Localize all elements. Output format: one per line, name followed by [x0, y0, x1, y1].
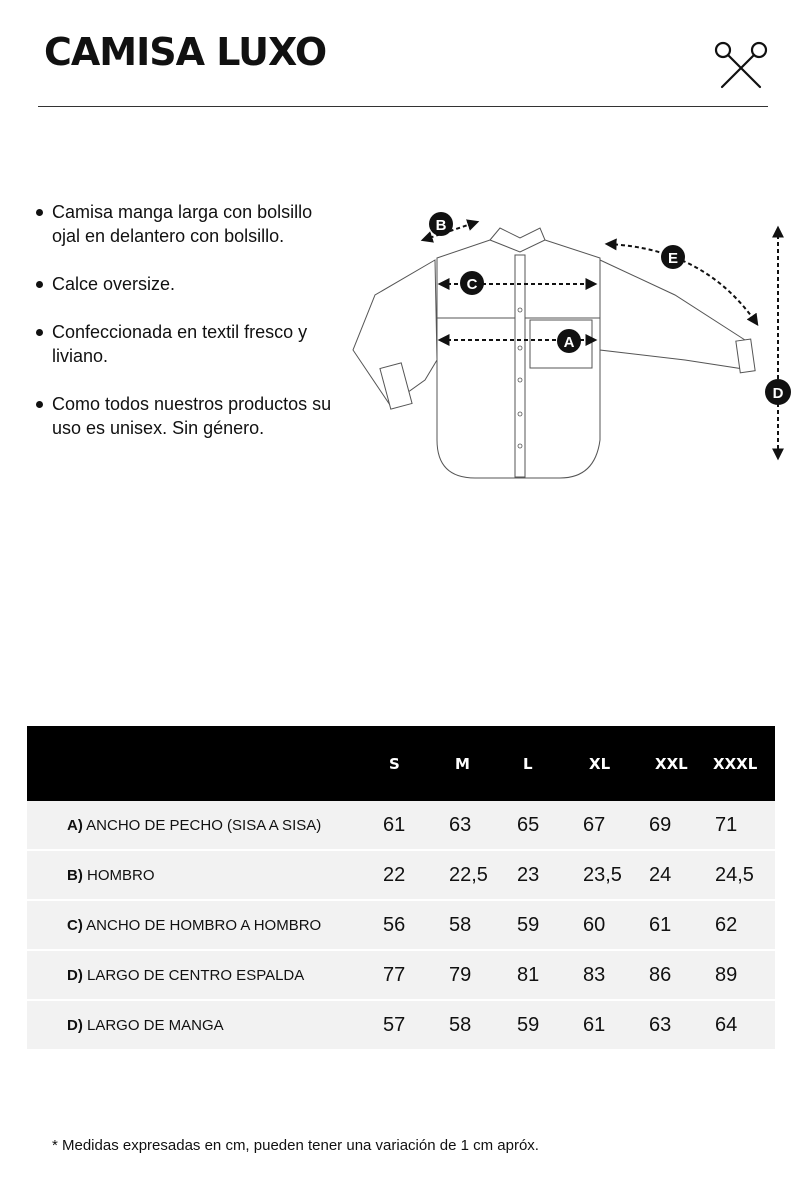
table-cell: 86 — [641, 950, 701, 1000]
table-cell: 61 — [377, 801, 443, 850]
bullet-icon — [36, 329, 43, 336]
table-cell: 81 — [509, 950, 575, 1000]
bullet-icon — [36, 281, 43, 288]
svg-text:D: D — [772, 385, 784, 402]
table-cell: 67 — [575, 801, 641, 850]
marker-e — [661, 245, 685, 269]
table-cell: 63 — [443, 801, 509, 850]
table-cell: 69 — [641, 801, 701, 850]
table-cell: 22 — [377, 850, 443, 900]
table-cell: 77 — [377, 950, 443, 1000]
table-cell: 24,5 — [701, 850, 775, 900]
size-header-l: L — [509, 726, 575, 801]
feature-item: Como todos nuestros productos su uso es unisex. Sin género. — [36, 392, 336, 440]
table-cell: 61 — [575, 1000, 641, 1050]
row-label: D) LARGO DE MANGA — [27, 1000, 377, 1050]
scissors-icon — [712, 38, 770, 90]
size-header-xxxl: XXXL — [701, 726, 775, 801]
table-cell: 79 — [443, 950, 509, 1000]
table-row — [27, 900, 775, 950]
feature-list — [36, 200, 336, 464]
feature-item: Camisa manga larga con bolsillo ojal en delantero con bolsillo. — [36, 200, 336, 248]
table-cell: 22,5 — [443, 850, 509, 900]
table-cell: 63 — [641, 1000, 701, 1050]
table-cell: 56 — [377, 900, 443, 950]
size-header-row — [27, 726, 775, 801]
table-cell: 60 — [575, 900, 641, 950]
table-cell: 62 — [701, 900, 775, 950]
svg-text:B: B — [435, 217, 447, 234]
table-cell: 58 — [443, 1000, 509, 1050]
table-cell: 58 — [443, 900, 509, 950]
svg-text:E: E — [667, 250, 679, 267]
size-table — [27, 726, 775, 1051]
table-row — [27, 801, 775, 850]
size-header-xl: XL — [575, 726, 641, 801]
table-cell: 83 — [575, 950, 641, 1000]
row-label: A) ANCHO DE PECHO (SISA A SISA) — [27, 801, 377, 850]
table-cell: 89 — [701, 950, 775, 1000]
header-divider — [38, 106, 768, 107]
table-cell: 23 — [509, 850, 575, 900]
bullet-icon — [36, 401, 43, 408]
table-cell: 24 — [641, 850, 701, 900]
row-label: B) HOMBRO — [27, 850, 377, 900]
marker-c — [460, 271, 484, 295]
table-row — [27, 1000, 775, 1050]
table-cell: 59 — [509, 900, 575, 950]
table-row — [27, 950, 775, 1000]
table-row — [27, 850, 775, 900]
table-cell: 61 — [641, 900, 701, 950]
size-header-m: M — [443, 726, 509, 801]
row-label: C) ANCHO DE HOMBRO A HOMBRO — [27, 900, 377, 950]
marker-b — [429, 212, 453, 236]
bullet-icon — [36, 209, 43, 216]
svg-text:C: C — [466, 276, 478, 293]
shirt-outline — [353, 228, 755, 478]
table-cell: 23,5 — [575, 850, 641, 900]
marker-a — [557, 329, 581, 353]
table-cell: 65 — [509, 801, 575, 850]
header-empty-cell — [27, 726, 377, 801]
feature-item: Confeccionada en textil fresco y liviano. — [36, 320, 336, 368]
footnote: * Medidas expresadas en cm, pueden tener una variación de 1 cm apróx. — [52, 1137, 539, 1154]
feature-item: Calce oversize. — [36, 272, 336, 296]
size-header-s: S — [377, 726, 443, 801]
table-cell: 57 — [377, 1000, 443, 1050]
table-cell: 59 — [509, 1000, 575, 1050]
svg-text:A: A — [563, 334, 575, 351]
shirt-measurement-diagram — [345, 200, 800, 490]
marker-d — [765, 379, 791, 405]
size-table-container — [27, 726, 775, 1051]
row-label: D) LARGO DE CENTRO ESPALDA — [27, 950, 377, 1000]
product-title: CAMISA LUXO — [44, 30, 327, 74]
table-cell: 71 — [701, 801, 775, 850]
table-cell: 64 — [701, 1000, 775, 1050]
size-header-xxl: XXL — [641, 726, 701, 801]
